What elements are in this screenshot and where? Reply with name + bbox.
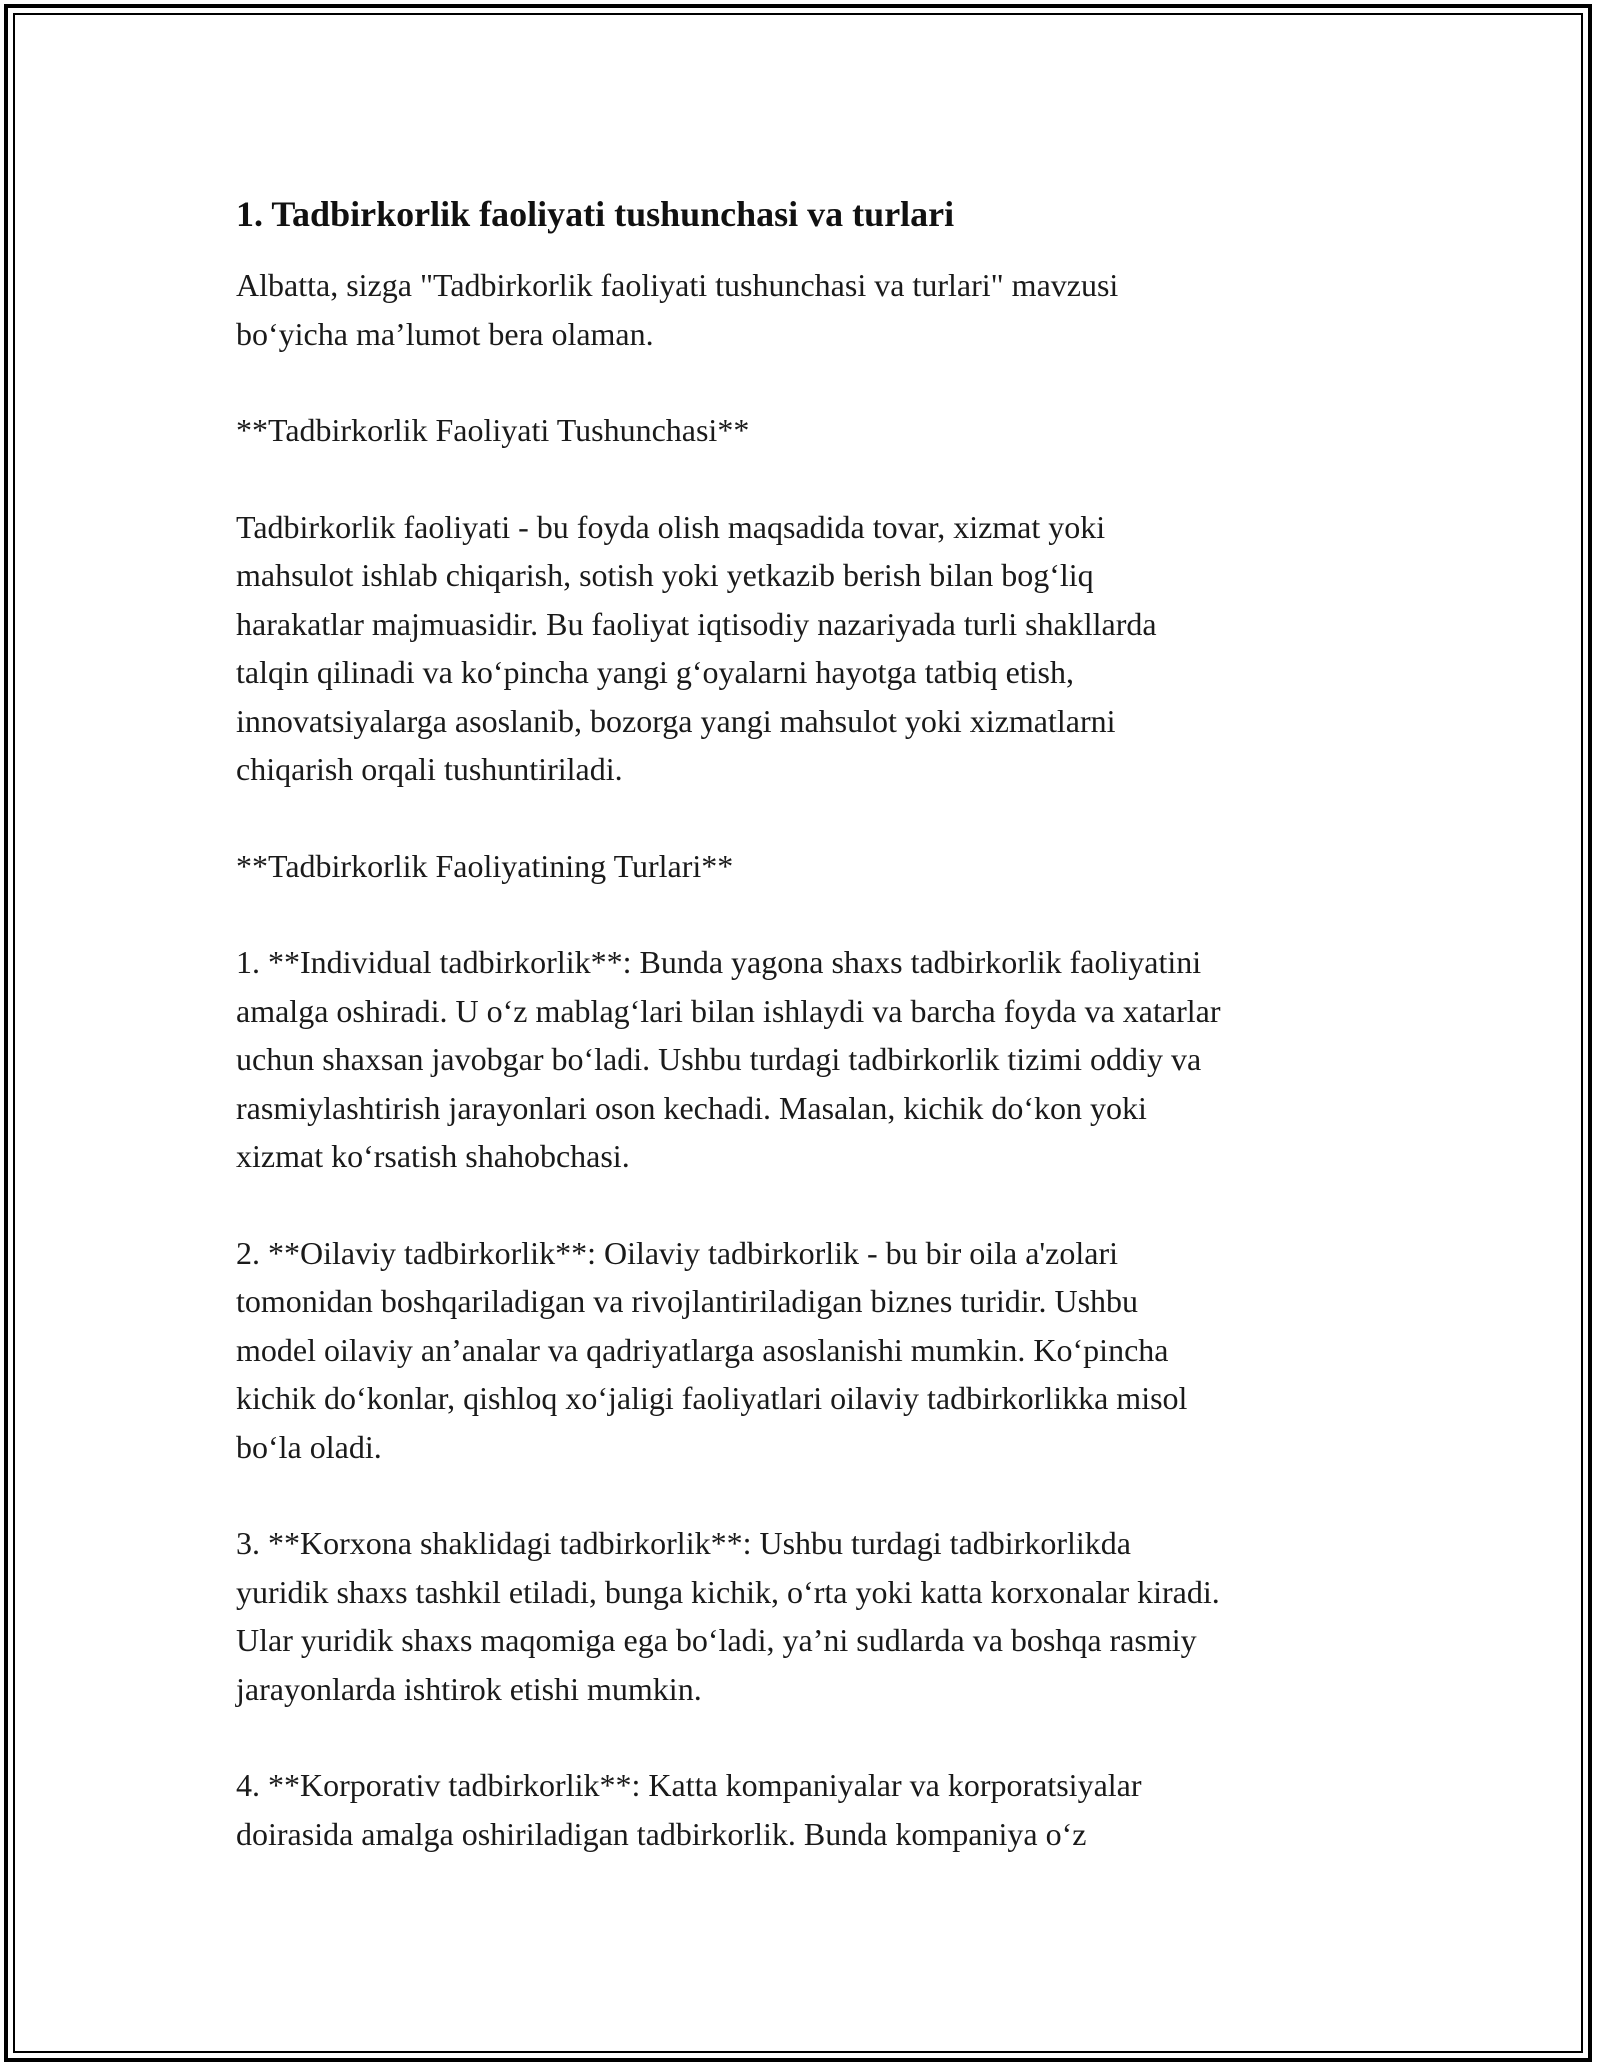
types-subheading: **Tadbirkorlik Faoliyatining Turlari** xyxy=(236,847,734,884)
document-body xyxy=(236,187,1396,1858)
type-item-family: 2. **Oilaviy tadbirkorlik**: Oilaviy tadbirkorlik - bu bir oila a'zolari tomonidan boshqariladigan va rivojlantiriladigan biznes turidir. Ushbu model oilaviy an’analar va qadriyatlarga asoslanishi mumkin. Ko‘pincha kichik do‘konlar, qishloq xo‘jaligi faoliyatlari oilaviy tadbirkorlikka misol bo‘la oladi. xyxy=(236,1234,1188,1465)
section-heading: 1. Tadbirkorlik faoliyati tushunchasi va turlari xyxy=(236,194,955,234)
type-item-enterprise: 3. **Korxona shaklidagi tadbirkorlik**: Ushbu turdagi tadbirkorlikda yuridik shaxs tashkil etiladi, bunga kichik, o‘rta yoki katta korxonalar kiradi. Ular yuridik shaxs maqomiga ega bo‘ladi, ya’ni sudlarda va boshqa rasmiy jarayonlarda ishtirok etishi mumkin. xyxy=(236,1525,1220,1707)
concept-subheading: **Tadbirkorlik Faoliyati Tushunchasi** xyxy=(236,412,750,448)
type-item-corporate: 4. **Korporativ tadbirkorlik**: Katta kompaniyalar va korporatsiyalar doirasida amalga oshiriladigan tadbirkorlik. Bunda kompaniya o‘z xyxy=(236,1767,1142,1852)
type-item-individual: 1. **Individual tadbirkorlik**: Bunda yagona shaxs tadbirkorlik faoliyatini amalga oshiradi. U o‘z mablag‘lari bilan ishlaydi va barcha foyda va xatarlar uchun shaxsan javobgar bo‘ladi. Ushbu turdagi tadbirkorlik tizimi oddiy va rasmiylashtirish jarayonlari oson kechadi. Masalan, kichik do‘kon yoki xizmat ko‘rsatish shahobchasi. xyxy=(236,944,1221,1174)
intro-paragraph: Albatta, sizga "Tadbirkorlik faoliyati tushunchasi va turlari" mavzusi bo‘yicha ma’lumot bera olaman. xyxy=(236,267,1119,352)
concept-paragraph: Tadbirkorlik faoliyati - bu foyda olish maqsadida tovar, xizmat yoki mahsulot ishlab chiqarish, sotish yoki yetkazib berish bilan bog‘liq harakatlar majmuasidir. Bu faoliyat iqtisodiy nazariyada turli shakllarda talqin qilinadi va ko‘pincha yangi g‘oyalarni hayotga tatbiq etish, innovatsiyalarga asoslanib, bozorga yangi mahsulot yoki xizmatlarni chiqarish orqali tushuntiriladi. xyxy=(236,508,1157,787)
